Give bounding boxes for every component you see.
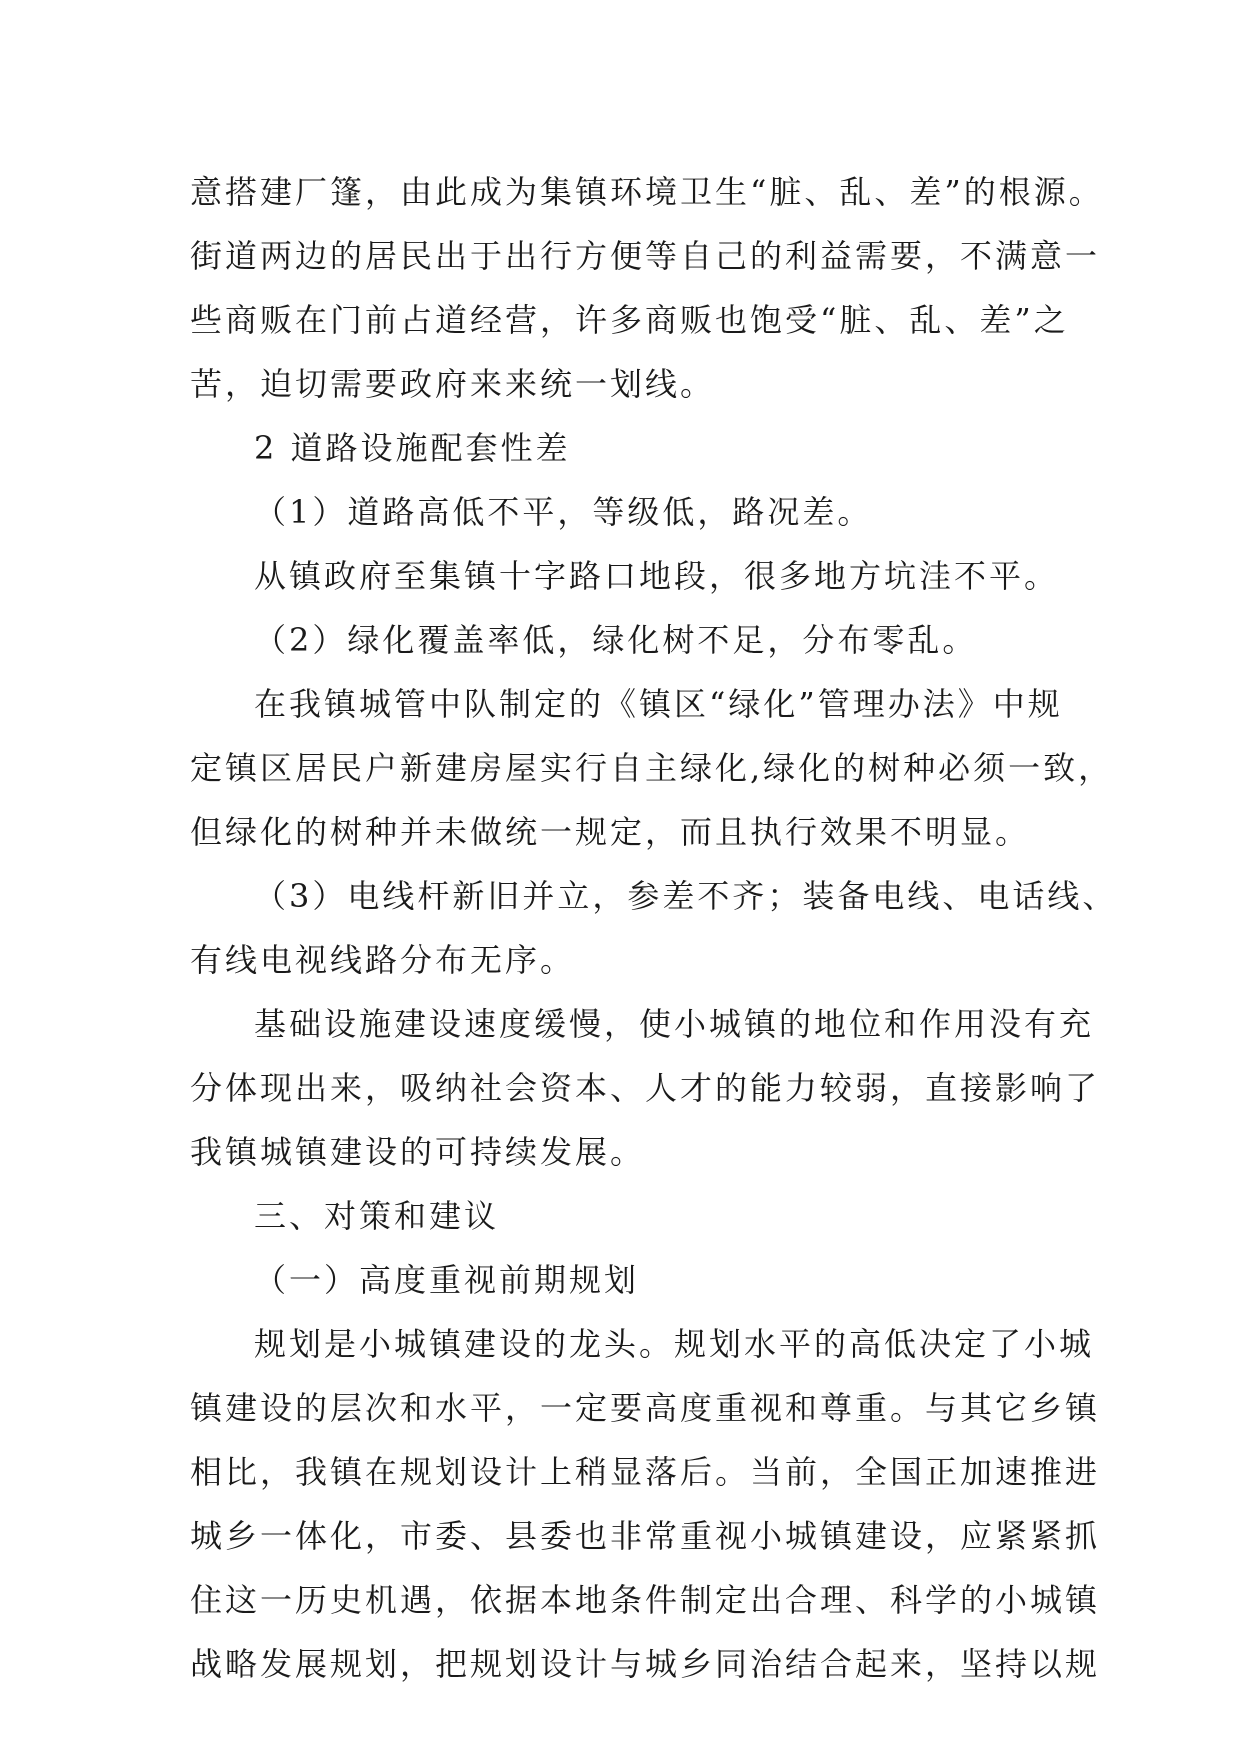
paragraph-line: 苦，迫切需要政府来来统一划线。 — [190, 365, 716, 403]
paragraph-line: 街道两边的居民出于出行方便等自己的利益需要，不满意一 — [190, 237, 1101, 275]
paragraph-line: 镇建设的层次和水平，一定要高度重视和尊重。与其它乡镇 — [190, 1389, 1101, 1427]
paragraph-line: 在我镇城管中队制定的《镇区“绿化”管理办法》中规 — [254, 685, 1063, 723]
paragraph-line: 住这一历史机遇，依据本地条件制定出合理、科学的小城镇 — [190, 1581, 1101, 1619]
subsection-heading: （1）道路高低不平，等级低，路况差。 — [254, 493, 873, 531]
section-heading: 三、对策和建议 — [254, 1197, 500, 1235]
paragraph-line: 城乡一体化，市委、县委也非常重视小城镇建设，应紧紧抓 — [190, 1517, 1101, 1555]
paragraph-line: 战略发展规划，把规划设计与城乡同治结合起来，坚持以规 — [190, 1645, 1101, 1683]
paragraph-line: 从镇政府至集镇十字路口地段，很多地方坑洼不平。 — [254, 557, 1060, 595]
paragraph-line: 些商贩在门前占道经营，许多商贩也饱受“脏、乱、差”之 — [190, 301, 1069, 339]
section-heading: 2 道路设施配套性差 — [254, 429, 571, 467]
paragraph-line: 分体现出来，吸纳社会资本、人才的能力较弱，直接影响了 — [190, 1069, 1101, 1107]
paragraph-line: 我镇城镇建设的可持续发展。 — [190, 1133, 646, 1171]
subsection-heading: （2）绿化覆盖率低，绿化树不足，分布零乱。 — [254, 621, 978, 659]
document-body — [190, 160, 1118, 1696]
paragraph-line: 有线电视线路分布无序。 — [190, 941, 576, 979]
paragraph-line: 基础设施建设速度缓慢，使小城镇的地位和作用没有充 — [254, 1005, 1095, 1043]
subsection-heading: （3）电线杆新旧并立，参差不齐；装备电线、电话线、 — [254, 877, 1118, 915]
paragraph-line: 定镇区居民户新建房屋实行自主绿化,绿化的树种必须一致， — [190, 749, 1114, 787]
paragraph-line: 相比，我镇在规划设计上稍显落后。当前，全国正加速推进 — [190, 1453, 1101, 1491]
paragraph-line: 但绿化的树种并未做统一规定，而且执行效果不明显。 — [190, 813, 1031, 851]
subsection-heading: （一）高度重视前期规划 — [254, 1261, 640, 1299]
paragraph-line: 规划是小城镇建设的龙头。规划水平的高低决定了小城 — [254, 1325, 1095, 1363]
paragraph-line: 意搭建厂篷，由此成为集镇环境卫生“脏、乱、差”的根源。 — [190, 173, 1104, 211]
